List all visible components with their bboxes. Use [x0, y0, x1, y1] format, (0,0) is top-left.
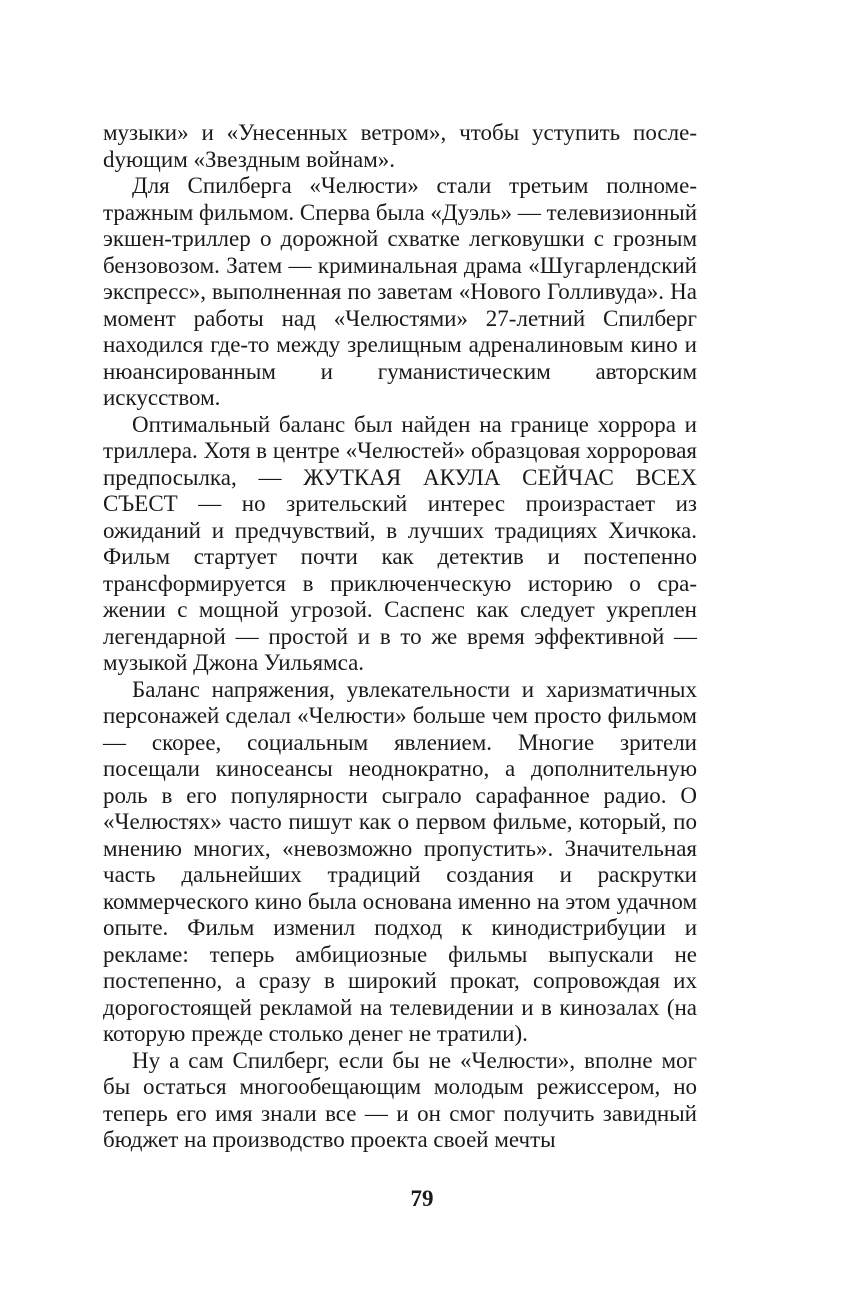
page-number: 79 [410, 1186, 434, 1211]
paragraph-horror-thriller-balance: Оптимальный баланс был найден на границе хоррора и триллера. Хотя в центре «Челюстей» образцовая хорроровая предпосылка, — ЖУТКАЯ АКУЛА СЕЙЧАС ВСЕХ СЪЕСТ — но зрительский интерес произрастает из ожиданий и предчувствий, в лучших традициях Хичкока. Фильм стартует почти как детектив и постепенно трансформируется в приключенческую историю о сражении с мощной угрозой. Саспенс как следует укреплен легендарной — простой и в то же время эффективной — музыкой Джона Уильямса. [103, 411, 697, 675]
paragraph-social-phenomenon: Баланс напряжения, увлекательности и харизматичных персонажей сделал «Челюсти» больше чем просто фильмом — скорее, социальным явлением. Многие зрители посещали киносеансы неоднократно, а дополнительную роль в его популярности сыграло сарафанное радио. О «Челюстях» часто пишут как о первом фильме, который, по мнению многих, «невозможно пропустить». Значительная часть дальнейших традиций создания и раскрутки коммерческого кино была основана именно на этом удачном опыте. Фильм изменил подход к кинодистрибуции и рекламе: теперь амбициозные фильмы выпускали не постепенно, а сразу в широкий прокат, сопровождая их дорогостоящей рекламой на телевидении и в кинозалах (на которую прежде столько денег не тратили). [103, 676, 697, 1046]
page-body [103, 120, 697, 1154]
paragraph-continuation: музыки» и «Унесенных ветром», чтобы уступить послеdующим «Звездным войнам». [103, 120, 697, 172]
paragraph-spielberg-career: Ну а сам Спилберг, если бы не «Челюсти», вполне мог бы остаться многообещающим молодым режиссером, но теперь его имя знали все — и он смог получить завидный бюджет на производство проекта своей мечты [103, 1047, 697, 1152]
paragraph-spielberg-jaws-third-film: Для Спилберга «Челюсти» стали третьим полнометражным фильмом. Сперва была «Дуэль» — телевизионный экшен-триллер о дорожной схватке легковушки с грозным бензовозом. Затем — криминальная драма «Шугарлендский экспресс», выполненная по заветам «Нового Голливуда». На момент работы над «Челюстями» 27-летний Спилберг находился где-то между зрелищным адреналиновым кино и нюансированным и гуманистическим авторским искусством. [103, 173, 697, 410]
